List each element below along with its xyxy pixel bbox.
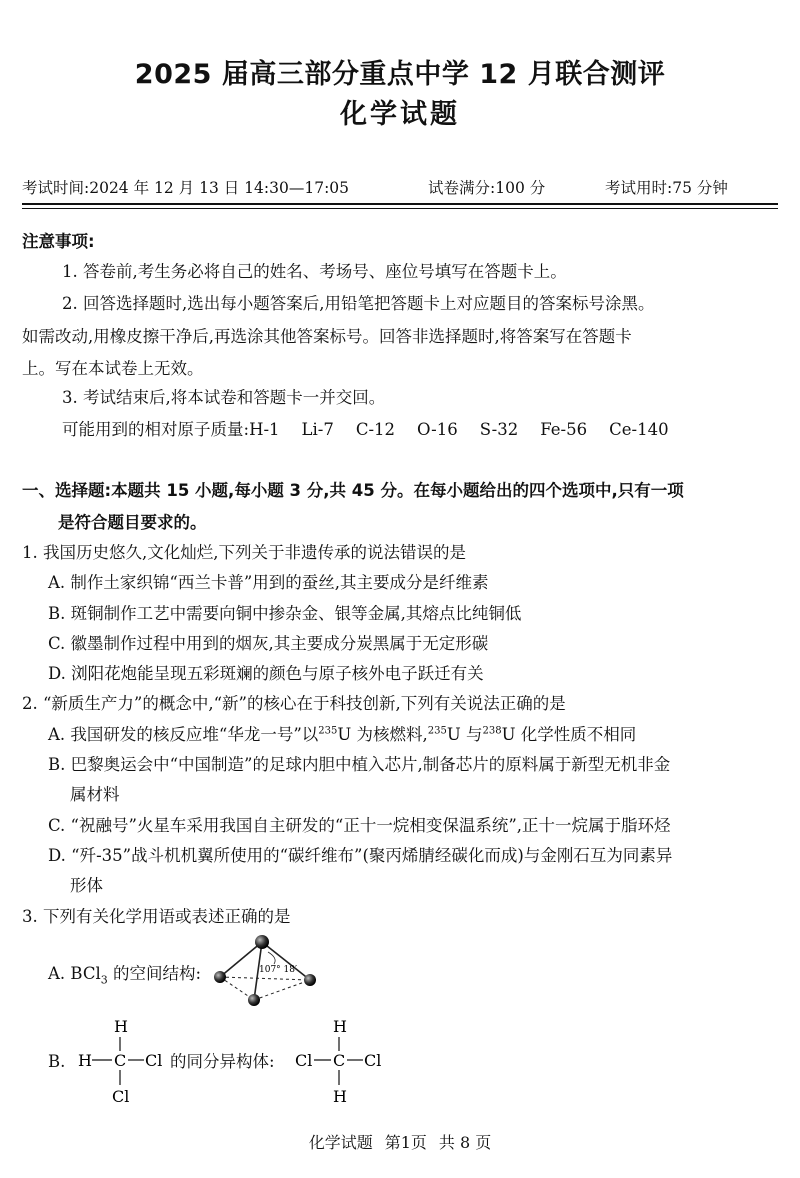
full-score: 试卷满分:100 分 — [428, 179, 546, 197]
q2-a-text-3: U 与 — [446, 725, 483, 744]
angle-arc — [268, 952, 275, 964]
q2-a-mass-1: 235 — [318, 725, 338, 737]
atomic-masses — [62, 420, 691, 440]
mass-fe: Fe-56 — [540, 420, 588, 439]
dichloromethane-structure-1 — [78, 1016, 168, 1106]
notice-item-2-line-3: 上。写在本试卷上无效。 — [22, 359, 204, 378]
exam-subject-title: 化学试题 — [340, 99, 460, 130]
mass-h: H-1 — [249, 420, 280, 439]
section-1-heading-line-2: 是符合题目要求的。 — [58, 513, 207, 532]
q3-a-formula: A. BCl — [48, 964, 101, 983]
atomic-masses-label: 可能用到的相对原子质量: — [62, 420, 250, 439]
atom-cl: Cl — [295, 1051, 313, 1070]
footer-page-number: 第1页 — [384, 1133, 427, 1152]
dichloromethane-structure-2 — [295, 1016, 395, 1106]
base-dashed-line — [220, 977, 254, 1000]
q1-option-a: A. 制作土家织锦“西兰卡普”用到的蚕丝,其主要成分是纤维素 — [48, 573, 489, 592]
central-atom-ball — [255, 935, 269, 949]
q2-option-d-line-1: D. “歼-35”战斗机机翼所使用的“碳纤维布”(聚丙烯腈经碳化而成)与金刚石互为同素异 — [48, 846, 673, 865]
atom-cl: Cl — [364, 1051, 382, 1070]
q2-option-b-line-2: 属材料 — [70, 785, 120, 804]
exam-duration: 考试用时:75 分钟 — [605, 179, 728, 197]
q1-option-b: B. 斑铜制作工艺中需要向铜中掺杂金、银等金属,其熔点比纯铜低 — [48, 604, 522, 623]
notice-item-2-line-2: 如需改动,用橡皮擦干净后,再选涂其他答案标号。回答非选择题时,将答案写在答题卡 — [22, 327, 632, 346]
atom-c: C — [333, 1051, 346, 1070]
page-footer — [0, 1130, 800, 1153]
chlorine-atom-ball — [248, 994, 260, 1006]
exam-title: 2025 届高三部分重点中学 12 月联合测评 — [134, 59, 666, 90]
q2-a-text-4: U 化学性质不相同 — [501, 725, 637, 744]
atom-cl: Cl — [112, 1087, 130, 1106]
mass-li: Li-7 — [301, 420, 334, 439]
base-dashed-line — [254, 980, 310, 1000]
mass-c: C-12 — [355, 420, 396, 439]
bcl3-3d-model — [212, 932, 322, 1012]
q3-option-a — [48, 964, 202, 987]
footer-total-pages: 共 8 页 — [438, 1133, 492, 1152]
q2-a-mass-3: 238 — [482, 725, 502, 737]
q1-stem: 1. 我国历史悠久,文化灿烂,下列关于非遗传承的说法错误的是 — [22, 543, 466, 562]
q1-option-d: D. 浏阳花炮能呈现五彩斑斓的颜色与原子核外电子跃迁有关 — [48, 664, 484, 683]
q2-stem: 2. “新质生产力”的概念中,“新”的核心在于科技创新,下列有关说法正确的是 — [22, 694, 566, 713]
base-dashed-line — [220, 977, 310, 980]
q1-option-c: C. 徽墨制作过程中用到的烟灰,其主要成分炭黑属于无定形碳 — [48, 634, 489, 653]
atom-h: H — [333, 1087, 347, 1106]
atom-h: H — [78, 1051, 92, 1070]
notice-item-1: 1. 答卷前,考生务必将自己的姓名、考场号、座位号填写在答题卡上。 — [62, 262, 567, 281]
bond-line — [220, 942, 262, 977]
header-rule-thick — [22, 203, 778, 205]
q2-option-a — [48, 725, 636, 745]
q3-option-b-text: 的同分异构体: — [170, 1052, 275, 1071]
chlorine-atom-ball — [304, 974, 316, 986]
q2-a-text-2: U 为核燃料, — [337, 725, 428, 744]
q2-option-d-line-2: 形体 — [70, 876, 103, 895]
chlorine-atom-ball — [214, 971, 226, 983]
notice-item-2-line-1: 2. 回答选择题时,选出每小题答案后,用铅笔把答题卡上对应题目的答案标号涂黑。 — [62, 294, 655, 313]
atom-h: H — [114, 1017, 128, 1036]
q2-option-c: C. “祝融号”火星车采用我国自主研发的“正十一烷相变保温系统”,正十一烷属于脂环烃 — [48, 816, 671, 835]
header-rule-thin — [22, 208, 778, 209]
notice-item-3: 3. 考试结束后,将本试卷和答题卡一并交回。 — [62, 388, 386, 407]
q3-stem: 3. 下列有关化学用语或表述正确的是 — [22, 907, 291, 926]
notice-heading: 注意事项: — [22, 232, 95, 251]
atom-h: H — [333, 1017, 347, 1036]
q2-a-text-1: A. 我国研发的核反应堆“华龙一号”以 — [48, 725, 319, 744]
atom-cl: Cl — [145, 1051, 163, 1070]
bond-angle-label: 107° 18′ — [259, 965, 298, 975]
mass-ce: Ce-140 — [609, 420, 669, 439]
exam-time: 考试时间:2024 年 12 月 13 日 14:30—17:05 — [22, 179, 350, 197]
atom-c: C — [114, 1051, 127, 1070]
mass-o: O-16 — [417, 420, 458, 439]
q3-a-subscript: 3 — [100, 973, 108, 987]
q3-a-text: 的空间结构: — [107, 964, 202, 983]
footer-subject: 化学试题 — [308, 1133, 373, 1152]
q2-a-mass-2: 235 — [427, 725, 447, 737]
q2-option-b-line-1: B. 巴黎奥运会中“中国制造”的足球内胆中植入芯片,制备芯片的原料属于新型无机非金 — [48, 755, 671, 774]
section-1-heading-line-1: 一、选择题:本题共 15 小题,每小题 3 分,共 45 分。在每小题给出的四个选项中,只有一项 — [22, 481, 684, 500]
mass-s: S-32 — [479, 420, 519, 439]
q3-option-b-label: B. — [48, 1052, 66, 1071]
